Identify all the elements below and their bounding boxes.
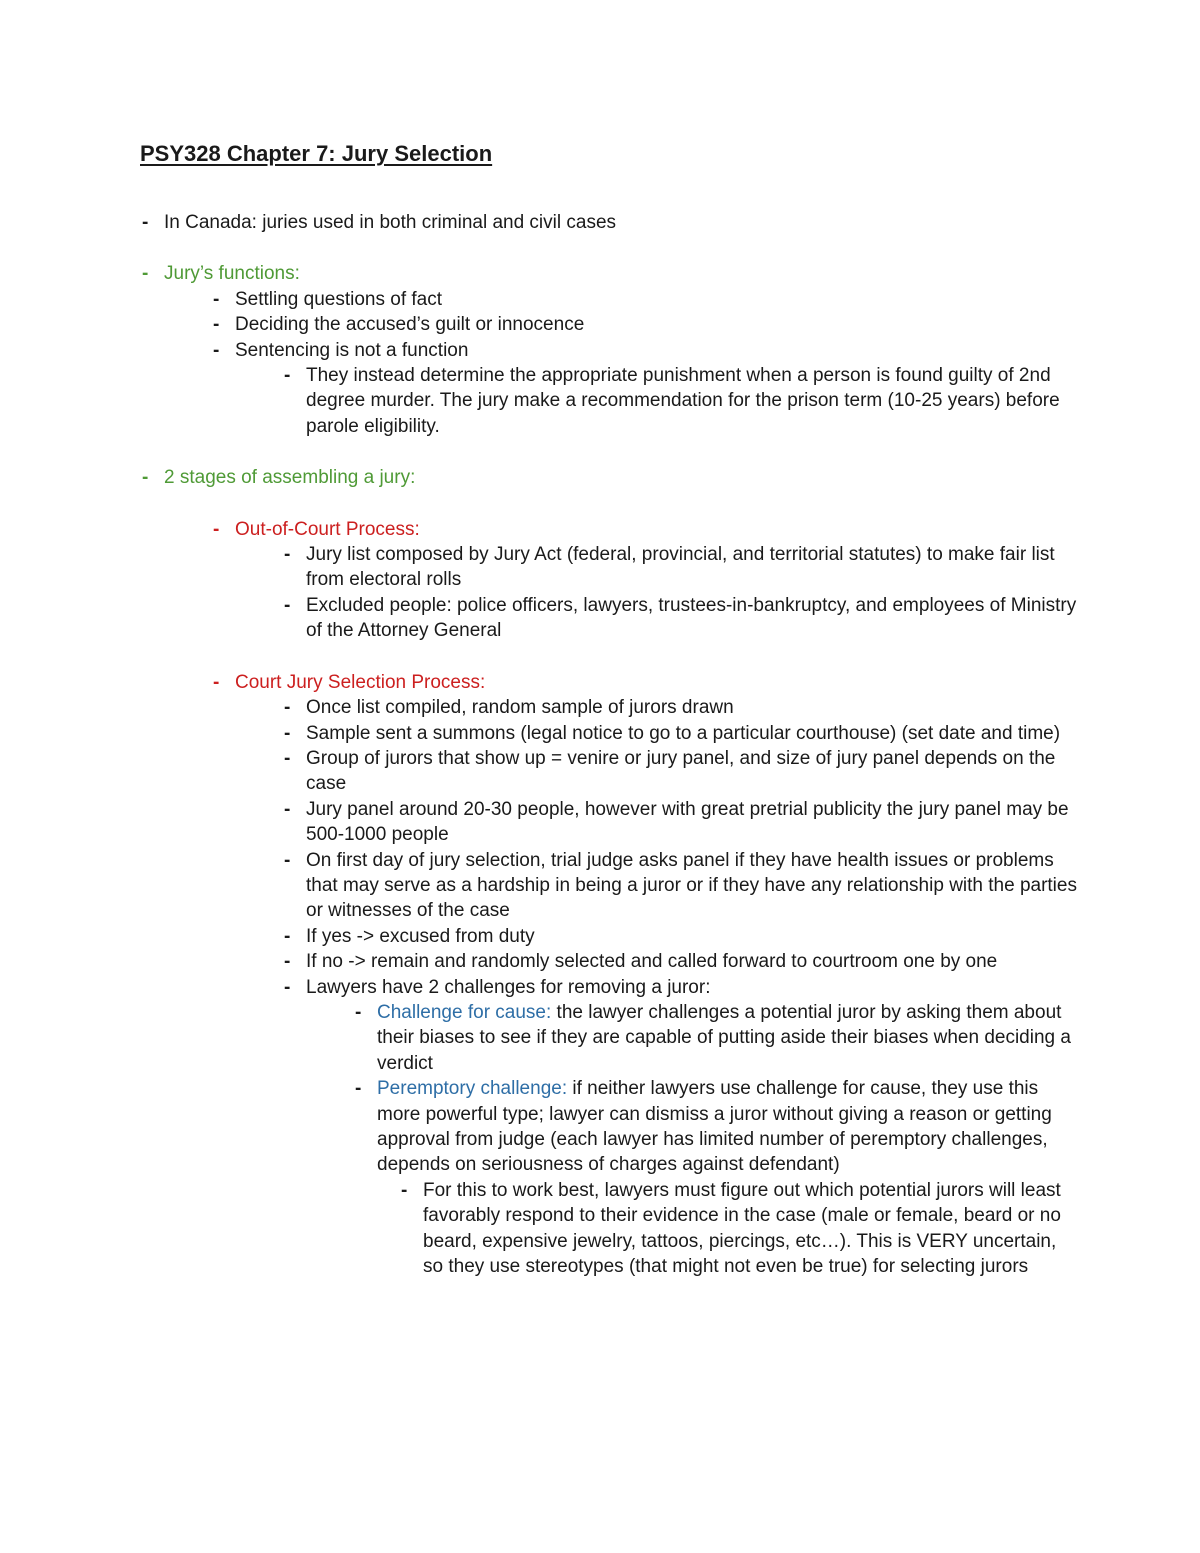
list-item-court-step — [282, 975, 1080, 1280]
list-item-court-step: - Once list compiled, random sample of jurors drawn — [282, 695, 1080, 720]
page-title: PSY328 Chapter 7: Jury Selection — [140, 141, 493, 166]
list-item-court-step: - Group of jurors that show up = venire or jury panel, and size of jury panel depends on the case — [282, 746, 1080, 797]
list-item-function: - Deciding the accused’s guilt or innocence — [211, 312, 1080, 337]
peremptory-challenge-term: Peremptory challenge: — [377, 1078, 568, 1100]
list-item-court-selection — [211, 670, 1080, 1280]
functions-heading: - Jury’s functions: — [164, 263, 300, 285]
list-item-court-step: - Jury panel around 20-30 people, however with great pretrial publicity the jury panel may be 500-1000 people — [282, 797, 1080, 848]
list-item-peremptory-note: - For this to work best, lawyers must figure out which potential jurors will least favorably respond to their evidence in the case (male or female, beard or no beard, expensive jewelry, tattoos, piercings, etc…). This is VERY uncertain, so they use stereotypes (that might not even be true) for selecting jurors — [399, 1178, 1080, 1280]
list-item-peremptory-challenge — [353, 1076, 1080, 1279]
list-item-out-of-court-detail: - Jury list composed by Jury Act (federal, provincial, and territorial statutes) to make fair list from electoral rolls — [282, 542, 1080, 593]
list-item-court-step: - If no -> remain and randomly selected and called forward to courtroom one by one — [282, 949, 1080, 974]
stages-heading: - 2 stages of assembling a jury: — [164, 467, 416, 489]
peremptory-challenge-text: if neither lawyers use challenge for cause, they use this more powerful type; lawyer can dismiss a juror without giving a reason or getting approval from judge (each lawyer has limited number of peremptory challenges, depends on seriousness of charges against defendant) — [377, 1078, 1052, 1176]
list-item-out-of-court-detail: - Excluded people: police officers, lawyers, trustees-in-bankruptcy, and employees of Ministry of the Attorney General — [282, 593, 1080, 644]
court-selection-heading: - Court Jury Selection Process: — [235, 671, 486, 693]
out-of-court-heading: - Out-of-Court Process: — [235, 518, 420, 540]
list-item-functions — [140, 261, 1080, 439]
list-item-out-of-court — [211, 517, 1080, 644]
sentencing-label: Sentencing is not a function — [235, 339, 469, 361]
challenge-for-cause-text: the lawyer challenges a potential juror by asking them about their biases to see if they are capable of putting aside their biases when deciding a verdict — [377, 1001, 1071, 1074]
list-item-challenge-for-cause — [353, 1000, 1080, 1076]
list-item-sentencing-note: - They instead determine the appropriate punishment when a person is found guilty of 2nd degree murder. The jury make a recommendation for the prison term (10-25 years) before parole eligibility. — [282, 363, 1080, 439]
list-item-function — [211, 338, 1080, 440]
list-item-court-step: - Sample sent a summons (legal notice to go to a particular courthouse) (set date and time) — [282, 721, 1080, 746]
list-item-court-step: - If yes -> excused from duty — [282, 924, 1080, 949]
list-item-court-step: - On first day of jury selection, trial judge asks panel if they have health issues or problems that may serve as a hardship in being a juror or if they have any relationship with the parties or witnesses of the case — [282, 848, 1080, 924]
list-item-intro: - In Canada: juries used in both criminal and civil cases — [140, 210, 1080, 235]
challenges-intro: Lawyers have 2 challenges for removing a juror: — [306, 976, 711, 998]
challenge-for-cause-term: Challenge for cause: — [377, 1001, 552, 1023]
notes-outline — [140, 210, 1080, 1279]
list-item-function: - Settling questions of fact — [211, 287, 1080, 312]
list-item-stages — [140, 465, 1080, 1279]
